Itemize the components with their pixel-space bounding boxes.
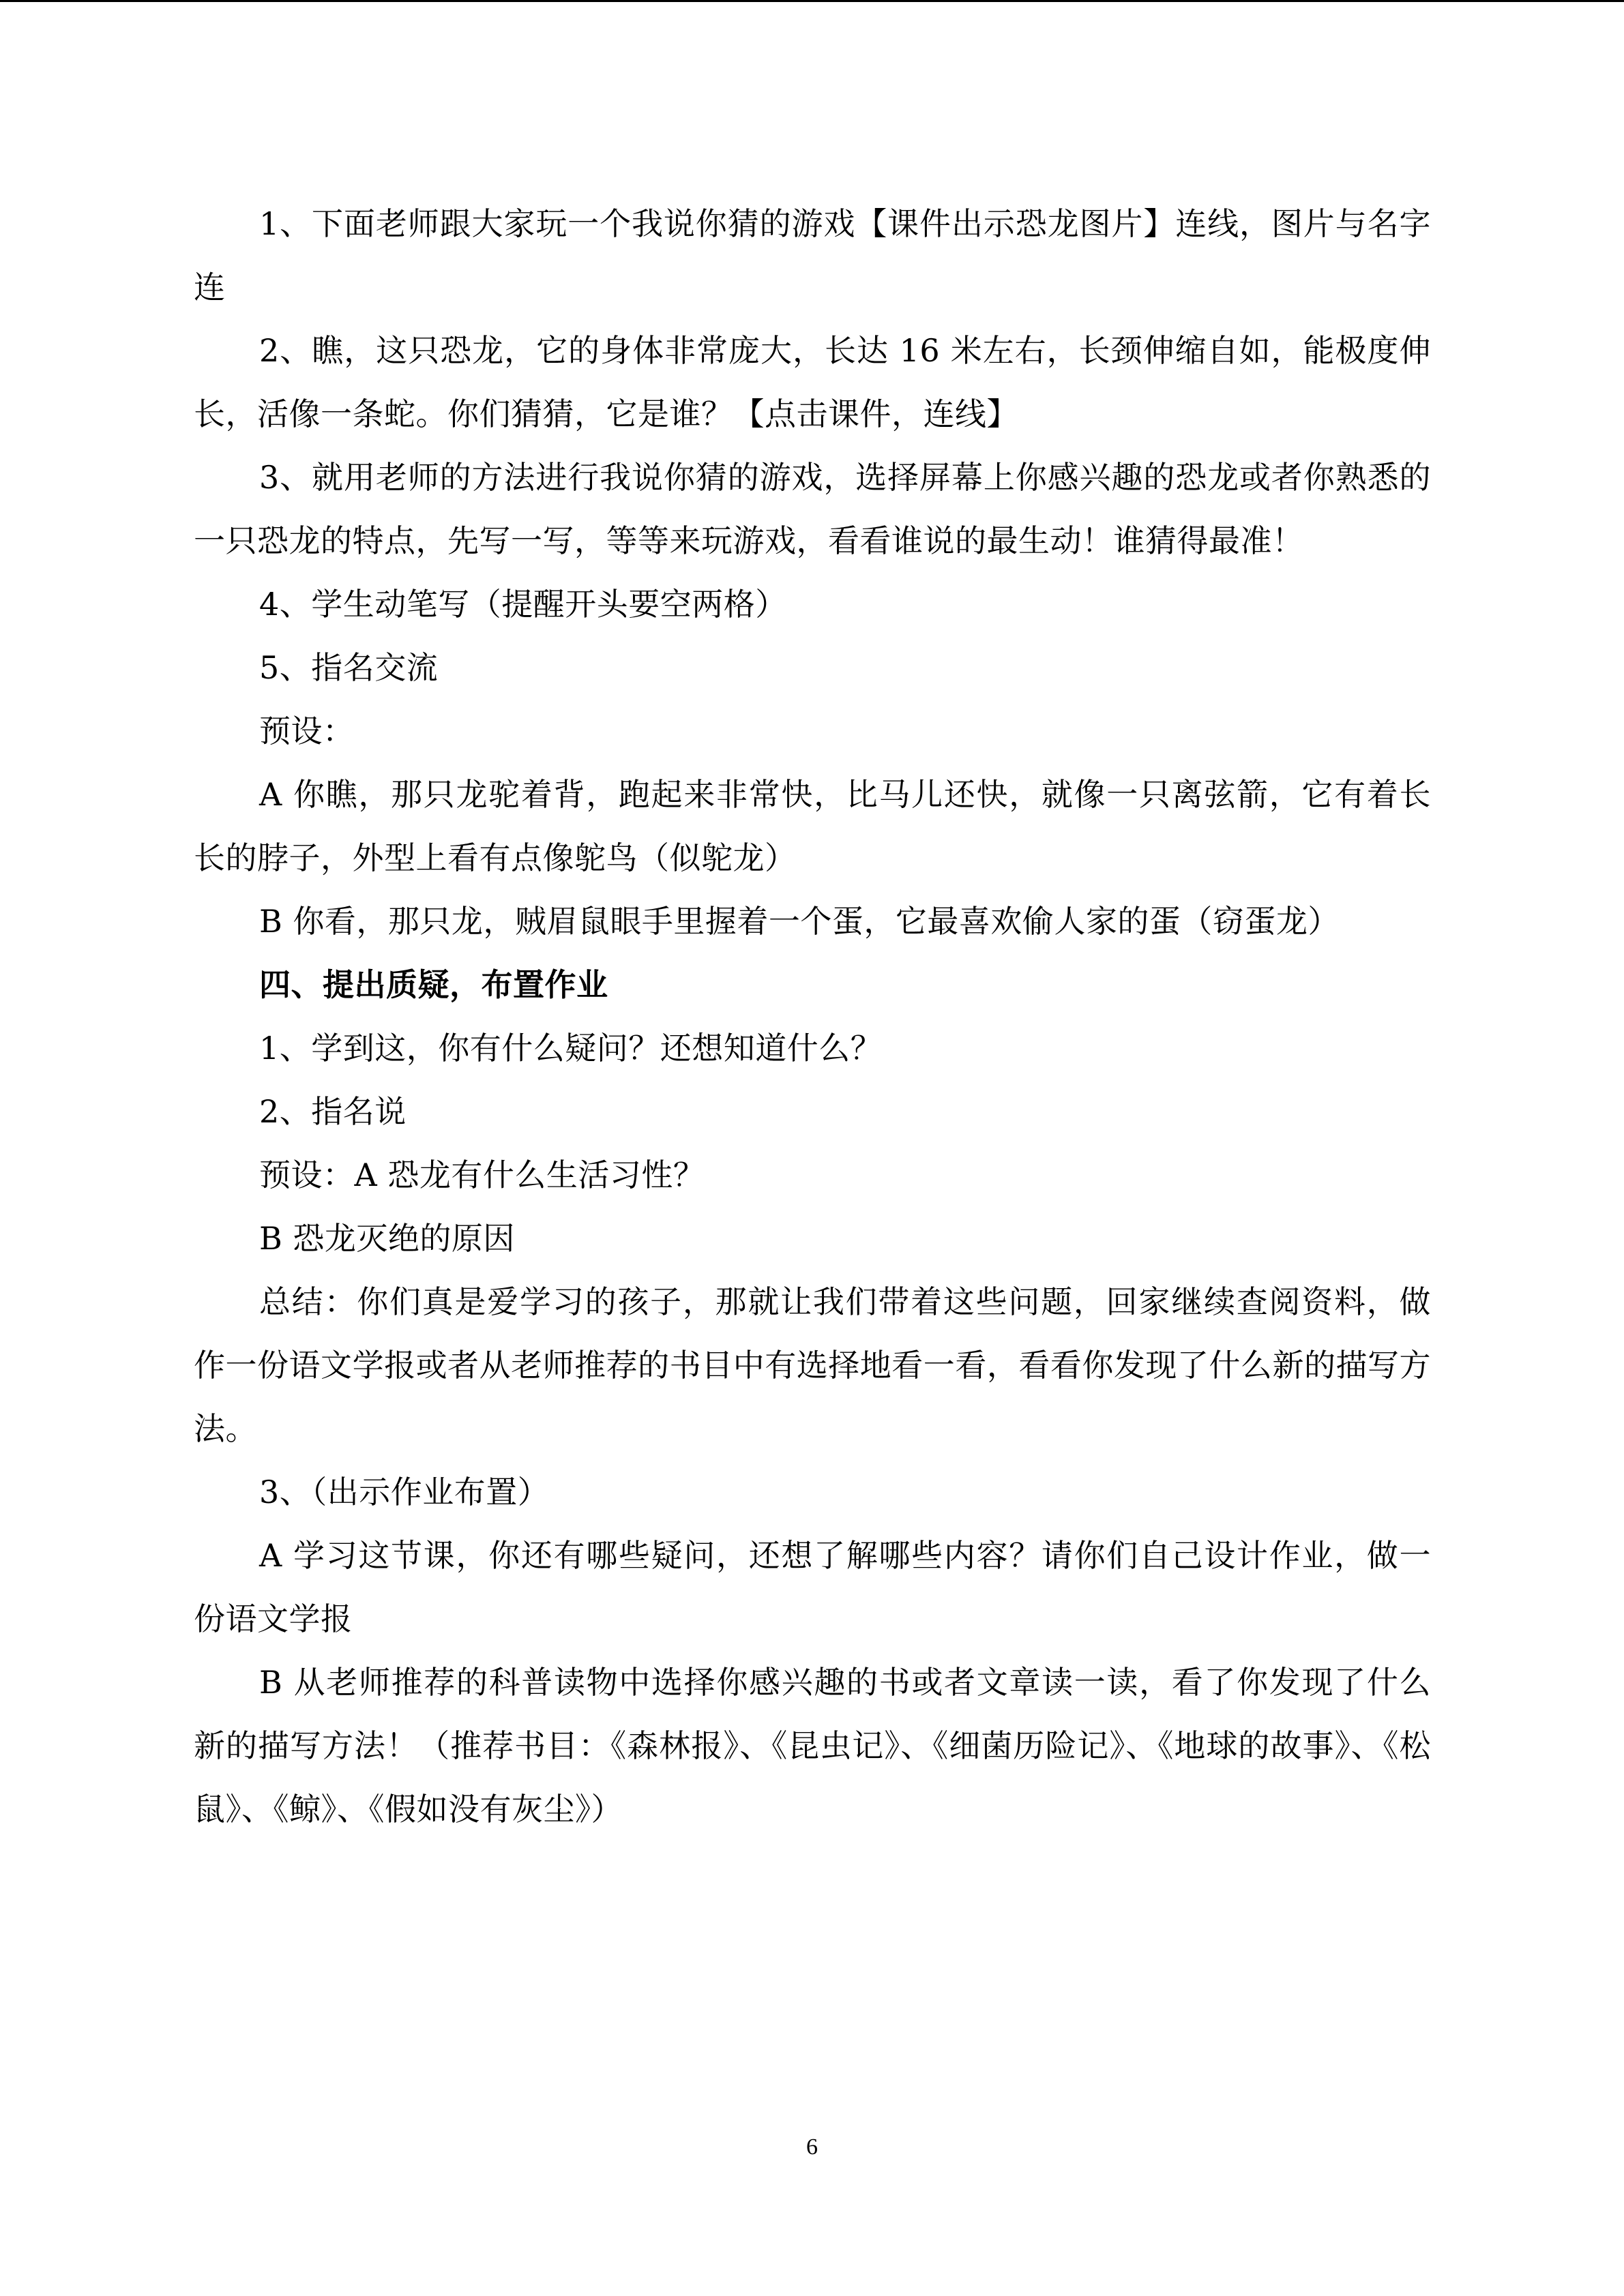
document-body bbox=[194, 192, 1431, 1841]
page-top-border bbox=[0, 0, 1624, 2]
paragraph: 5、指名交流 bbox=[259, 649, 439, 686]
paragraph: A 学习这节课，你还有哪些疑问，还想了解哪些内容？请你们自己设计作业，做一份语文学报 bbox=[194, 1537, 1431, 1637]
paragraph: 4、学生动笔写（提醒开头要空两格） bbox=[259, 586, 787, 623]
paragraph: B 从老师推荐的科普读物中选择你感兴趣的书或者文章读一读，看了你发现了什么新的描写方法！（推荐书目：《森林报》、《昆虫记》、《细菌历险记》、《地球的故事》、《松鼠》、《鲸》、《假如没有灰尘》） bbox=[194, 1664, 1431, 1828]
paragraph: 2、瞧，这只恐龙，它的身体非常庞大，长达 16 米左右，长颈伸缩自如，能极度伸长，活像一条蛇。你们猜猜，它是谁？【点击课件，连线】 bbox=[194, 332, 1431, 432]
paragraph: 3、（出示作业布置） bbox=[259, 1474, 550, 1510]
page-number: 6 bbox=[806, 2134, 818, 2160]
paragraph: 总结：你们真是爱学习的孩子，那就让我们带着这些问题，回家继续查阅资料，做作一份语文学报或者从老师推荐的书目中有选择地看一看，看看你发现了什么新的描写方法。 bbox=[194, 1283, 1431, 1447]
paragraph: B 你看，那只龙，贼眉鼠眼手里握着一个蛋，它最喜欢偷人家的蛋（窃蛋龙） bbox=[259, 903, 1340, 940]
paragraph: 预设： bbox=[259, 713, 355, 749]
paragraph: A 你瞧，那只龙驼着背，跑起来非常快，比马儿还快，就像一只离弦箭，它有着长长的脖子，外型上看有点像鸵鸟（似鸵龙） bbox=[194, 776, 1431, 876]
paragraph: 2、指名说 bbox=[259, 1093, 407, 1130]
paragraph: B 恐龙灭绝的原因 bbox=[259, 1220, 515, 1257]
paragraph: 3、就用老师的方法进行我说你猜的游戏，选择屏幕上你感兴趣的恐龙或者你熟悉的一只恐龙的特点，先写一写，等等来玩游戏，看看谁说的最生动！谁猜得最准！ bbox=[194, 459, 1431, 559]
paragraph: 预设：A 恐龙有什么生活习性？ bbox=[259, 1157, 705, 1193]
section-heading: 四、提出质疑，布置作业 bbox=[259, 966, 608, 1003]
paragraph: 1、下面老师跟大家玩一个我说你猜的游戏【课件出示恐龙图片】连线，图片与名字连 bbox=[194, 205, 1431, 305]
paragraph: 1、学到这，你有什么疑问？还想知道什么？ bbox=[259, 1030, 883, 1067]
